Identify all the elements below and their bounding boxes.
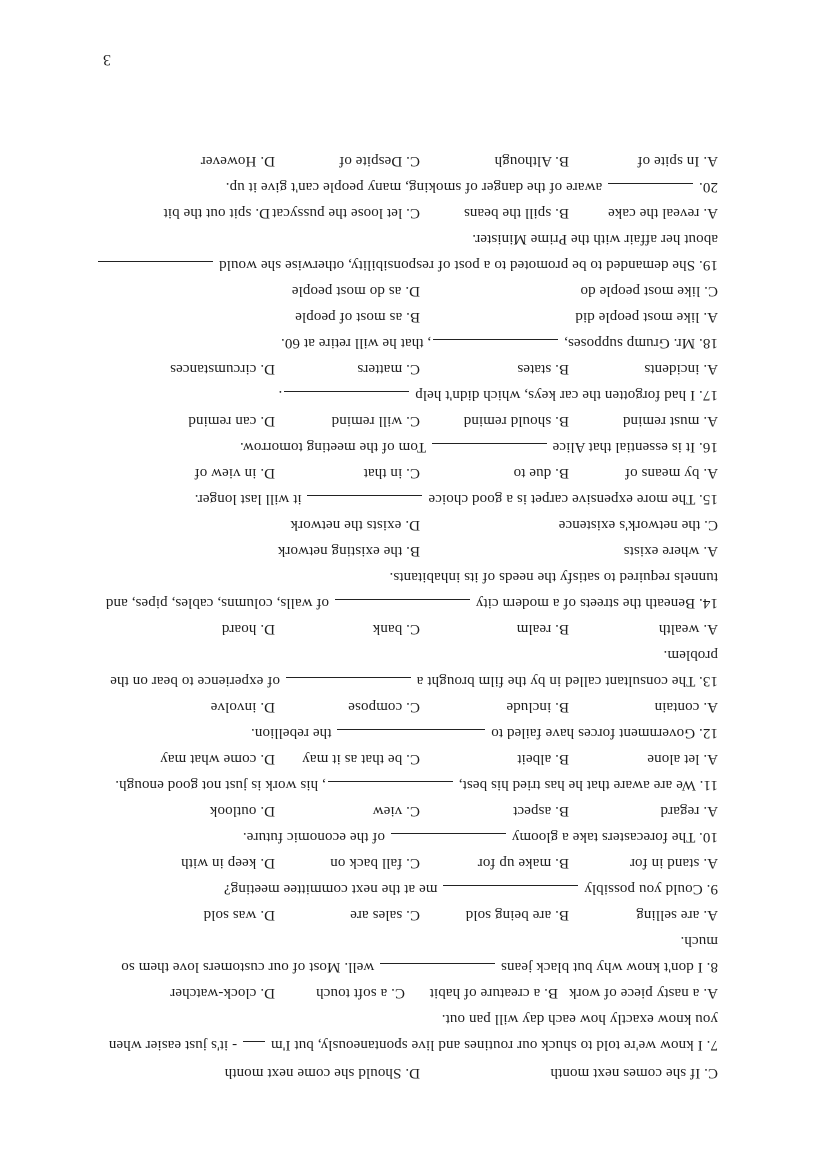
answer-option: C. in that (363, 465, 420, 481)
answer-blank (243, 1041, 265, 1055)
question-text-line (195, 489, 718, 509)
answer-options-row (0, 541, 825, 561)
question-text-line (281, 333, 718, 353)
answer-option: C. be that as it may (302, 751, 420, 767)
question-text: it will last longer. (194, 491, 306, 507)
answer-option: A. like most people did (575, 309, 718, 325)
answer-options-row (0, 905, 825, 925)
question-text-line (240, 437, 718, 457)
question-text: 18. Mr. Grump supposes, (560, 335, 718, 351)
page-number: 3 (103, 51, 111, 68)
question-text: about her affair with the Prime Minister. (472, 231, 718, 247)
answer-option: A. are selling (636, 907, 718, 923)
answer-option: D. However (200, 153, 275, 169)
question-text: problem. (663, 647, 718, 663)
answer-blank (328, 781, 453, 795)
answer-option: B. are being sold (465, 907, 569, 923)
question-text: 16. It is essential that Alice (548, 439, 718, 455)
question-text: 11. We are aware that he has tried his best, (454, 777, 718, 793)
answer-blank (337, 729, 485, 743)
question-text-line (226, 177, 718, 197)
answer-blank (335, 599, 470, 613)
question-text: 8. I don't know why but black jeans (497, 959, 718, 975)
answer-options-row (0, 411, 825, 431)
answer-option: D. circumstances (170, 361, 275, 377)
question-text: 7. I know we're told to shuck our routines and live spontaneously, but I'm (266, 1037, 718, 1053)
question-text: aware of the danger of smoking, many people can't give it up. (225, 179, 607, 195)
question-text: 10. The forecasters take a gloomy (507, 829, 718, 845)
question-text: of the economic future. (242, 829, 389, 845)
question-text: - it's just easier when (108, 1037, 241, 1053)
question-text: 12. Government forces have failed to (487, 725, 718, 741)
answer-options-row (0, 749, 825, 769)
answer-options-row (0, 801, 825, 821)
answer-option: C. let loose the pussycat (272, 205, 420, 221)
question-text-line (243, 827, 718, 847)
answer-options-row (0, 697, 825, 717)
question-text: , his work is just not good enough. (115, 777, 326, 793)
answer-option: C. will remind (331, 413, 420, 429)
question-text: of experience to bear on the (110, 673, 284, 689)
answer-blank (284, 391, 409, 405)
question-text-line (224, 879, 718, 899)
question-text: well. Most of our customers love them so (121, 959, 379, 975)
question-text-line (109, 1035, 718, 1055)
answer-options-row (0, 151, 825, 171)
answer-options-row (0, 983, 825, 1003)
answer-options-row (0, 359, 825, 379)
answer-blank (98, 261, 213, 275)
answer-blank (308, 495, 423, 509)
answer-option: D. outlook (209, 803, 275, 819)
answer-option: A. let alone (647, 751, 718, 767)
answer-option: D. can remind (188, 413, 275, 429)
question-text-line (251, 723, 718, 743)
answer-option: B. due to (513, 465, 569, 481)
answer-option: B. realm (516, 621, 569, 637)
answer-option: D. exists the network (290, 517, 420, 533)
answer-option: C. fall back on (330, 855, 420, 871)
answer-option: C. view (372, 803, 420, 819)
answer-option: B. states (517, 361, 569, 377)
answer-option: A. incidents (644, 361, 718, 377)
answer-option: D. hoard (221, 621, 275, 637)
question-text-line (96, 255, 718, 275)
question-text: 9. Could you possibly (580, 881, 718, 897)
question-text-line (442, 1009, 718, 1029)
answer-options-row (0, 463, 825, 483)
question-text-line (278, 385, 718, 405)
answer-option: A. by means of (624, 465, 718, 481)
answer-option: A. wealth (658, 621, 718, 637)
answer-option: C. sales are (350, 907, 420, 923)
answer-option: B. include (506, 699, 569, 715)
question-text: 13. The consultant called in by the film brought a (412, 673, 718, 689)
answer-option: D. involve (210, 699, 275, 715)
answer-options-row (0, 203, 825, 223)
answer-option: A. contain (654, 699, 718, 715)
question-text: me at the next committee meeting? (223, 881, 442, 897)
question-text: much. (680, 933, 718, 949)
answer-options-row (0, 281, 825, 301)
answer-option: C. bank (372, 621, 420, 637)
question-text-line (115, 775, 718, 795)
question-text: tunnels required to satisfy the needs of its inhabitants. (389, 569, 718, 585)
answer-option: A. stand in for (629, 855, 718, 871)
question-text: you know exactly how each day will pan out. (441, 1011, 718, 1027)
answer-options-row (0, 619, 825, 639)
answer-option: A. where exists (623, 543, 718, 559)
answer-blank (433, 339, 558, 353)
answer-option: A. must remind (622, 413, 718, 429)
answer-option: B. make up for (477, 855, 569, 871)
answer-option: B. should remind (463, 413, 569, 429)
answer-option: B. albeit (517, 751, 569, 767)
answer-option: B. spill the beans (463, 205, 569, 221)
answer-option: C. compose (348, 699, 420, 715)
answer-option: A. a nasty piece of work (568, 985, 718, 1001)
answer-option: B. aspect (513, 803, 569, 819)
answer-option: A. regard (660, 803, 718, 819)
answer-option: D. Should she come next month (224, 1065, 420, 1081)
question-text: Tom of the meeting tomorrow. (239, 439, 430, 455)
question-text-line (110, 671, 718, 691)
question-text-line (663, 645, 718, 665)
answer-option: C. the network's existence (558, 517, 718, 533)
answer-option: B. the existing network (277, 543, 420, 559)
answer-option: A. In spite of (637, 153, 718, 169)
question-text: 15. The more expensive carpet is a good choice (424, 491, 718, 507)
question-text-line (472, 229, 718, 249)
question-text-line (106, 593, 718, 613)
answer-blank (432, 443, 547, 457)
question-text: 17. I had forgotten the car keys, which didn't help (411, 387, 718, 403)
question-text: 19. She demanded to be promoted to a post of responsibility, otherwise she would (215, 257, 718, 273)
answer-blank (380, 963, 495, 977)
answer-blank (608, 183, 693, 197)
answer-options-row (0, 515, 825, 535)
answer-blank (443, 885, 578, 899)
answer-option: B. a creature of habit (429, 985, 558, 1001)
question-text-line (121, 957, 718, 977)
answer-option: C. a soft touch (316, 985, 405, 1001)
question-text: of walls, columns, cables, pipes, and (105, 595, 333, 611)
question-text: . (278, 387, 283, 403)
answer-option: D. keep in with (181, 855, 275, 871)
answer-options-row (0, 307, 825, 327)
answer-option: C. Despite of (339, 153, 420, 169)
question-text-line (680, 931, 718, 951)
answer-option: B. as most of people (295, 309, 420, 325)
answer-option: A. reveal the cake (607, 205, 718, 221)
question-text: 20. (695, 179, 718, 195)
answer-option: C. like most people do (580, 283, 718, 299)
answer-options-row (0, 853, 825, 873)
answer-option: D. was sold (203, 907, 275, 923)
answer-option: D. come what may (160, 751, 275, 767)
question-text: the rebellion. (250, 725, 336, 741)
answer-option: C. matters (357, 361, 420, 377)
question-text: 14. Beneath the streets of a modern city (471, 595, 718, 611)
answer-option: D. as do most people (291, 283, 420, 299)
answer-option: D. spit out the bit (163, 205, 270, 221)
answer-option: D. in view of (194, 465, 275, 481)
answer-options-row (0, 1063, 825, 1083)
answer-blank (391, 833, 506, 847)
answer-option: D. clock-watcher (170, 985, 275, 1001)
question-text: , that he will retire at 60. (280, 335, 432, 351)
question-text-line (389, 567, 718, 587)
answer-option: C. If she comes next month (550, 1065, 718, 1081)
answer-blank (286, 677, 411, 691)
answer-option: B. Although (494, 153, 569, 169)
